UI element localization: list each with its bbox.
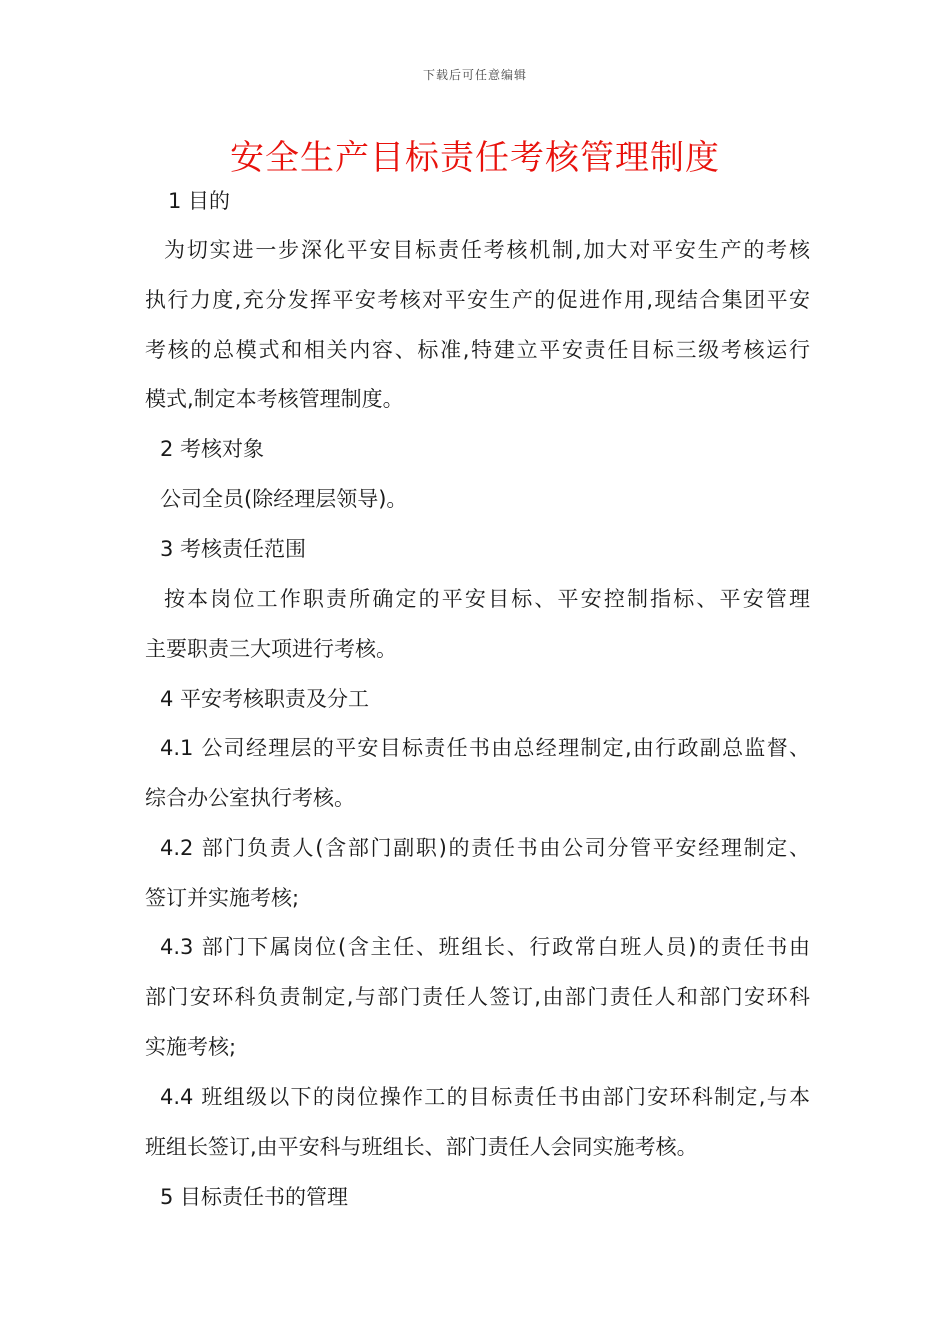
paragraph-line: 按本岗位工作职责所确定的平安目标、平安控制指标、平安管理 (164, 587, 810, 611)
paragraph-line: 公司全员(除经理层领导)。 (160, 487, 408, 511)
paragraph-line: 部门安环科负责制定,与部门责任人签订,由部门责任人和部门安环科 (145, 985, 810, 1009)
paragraph-line: 模式,制定本考核管理制度。 (145, 387, 404, 411)
header-note: 下载后可任意编辑 (422, 68, 527, 82)
paragraph-line: 4.3 部门下属岗位(含主任、班组长、行政常白班人员)的责任书由 (160, 935, 810, 959)
paragraph-line: 实施考核; (145, 1035, 237, 1059)
paragraph-line: 4.1 公司经理层的平安目标责任书由总经理制定,由行政副总监督、 (160, 736, 810, 760)
document-title: 安全生产目标责任考核管理制度 (230, 138, 720, 178)
paragraph-line: 主要职责三大项进行考核。 (145, 637, 397, 661)
section-heading-duties: 4 平安考核职责及分工 (160, 687, 370, 711)
paragraph-line: 签订并实施考核; (145, 886, 300, 910)
paragraph-line: 考核的总模式和相关内容、标准,特建立平安责任目标三级考核运行 (145, 338, 810, 362)
paragraph-line: 为切实进一步深化平安目标责任考核机制,加大对平安生产的考核 (164, 238, 810, 262)
paragraph-line: 4.4 班组级以下的岗位操作工的目标责任书由部门安环科制定,与本 (160, 1085, 810, 1109)
paragraph-line: 班组长签订,由平安科与班组长、部门责任人会同实施考核。 (145, 1135, 698, 1159)
section-heading-management: 5 目标责任书的管理 (160, 1185, 349, 1209)
section-heading-scope: 3 考核责任范围 (160, 537, 307, 561)
paragraph-line: 执行力度,充分发挥平安考核对平安生产的促进作用,现结合集团平安 (145, 288, 810, 312)
section-heading-purpose: 1 目的 (168, 189, 231, 213)
paragraph-line: 4.2 部门负责人(含部门副职)的责任书由公司分管平安经理制定、 (160, 836, 810, 860)
section-heading-target: 2 考核对象 (160, 437, 265, 461)
paragraph-line: 综合办公室执行考核。 (145, 786, 355, 810)
